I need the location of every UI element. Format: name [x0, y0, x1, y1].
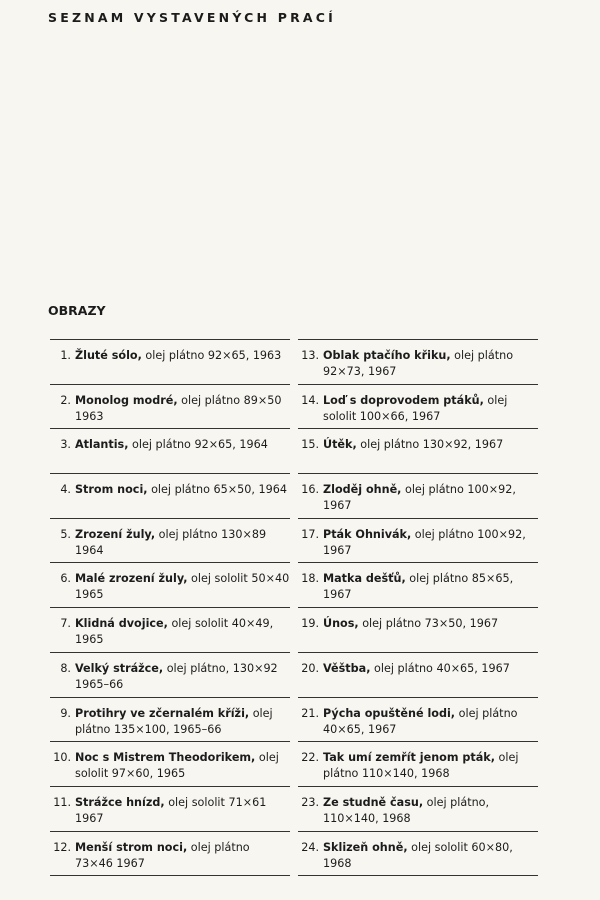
- item-number: 16.: [301, 483, 319, 497]
- work-title: Sklizeň ohně,: [323, 840, 408, 854]
- item-text: [75, 616, 290, 648]
- work-details: olej plátno 110×140, 1968: [323, 751, 519, 781]
- item-text: [323, 706, 538, 738]
- work-title: Únos,: [323, 617, 359, 631]
- work-title: Žluté sólo,: [75, 349, 142, 362]
- list-item: [50, 563, 290, 608]
- item-number: 9.: [60, 706, 71, 720]
- item-text: [75, 795, 290, 827]
- list-item: [298, 519, 538, 564]
- work-title: Pták Ohnivák,: [323, 527, 412, 541]
- list-item: [298, 653, 538, 698]
- list-item: [298, 698, 538, 743]
- work-title: Atlantis,: [75, 438, 129, 452]
- item-text: [323, 795, 538, 827]
- item-number: 23.: [301, 795, 319, 809]
- list-item: [50, 340, 290, 385]
- item-text: [75, 840, 290, 872]
- item-text: [323, 661, 538, 677]
- work-details: olej sololit 50×40 1965: [75, 572, 290, 602]
- work-details: olej sololit 60×80, 1968: [323, 840, 513, 870]
- item-number: 22.: [301, 751, 319, 765]
- section-heading: OBRAZY: [48, 303, 106, 318]
- item-text: [75, 571, 290, 603]
- list-item: [298, 832, 538, 877]
- item-text: [75, 661, 290, 693]
- page-title: SEZNAM VYSTAVENÝCH PRACÍ: [48, 10, 336, 25]
- work-title: Zloděj ohně,: [323, 483, 402, 497]
- item-text: [75, 706, 290, 738]
- work-details: olej sololit 97×60, 1965: [75, 751, 279, 781]
- list-item: [50, 608, 290, 653]
- work-title: Monolog modré,: [75, 393, 178, 407]
- list-item: [50, 832, 290, 877]
- work-title: Noc s Mistrem Theodorikem,: [75, 751, 256, 765]
- work-details: olej sololit 100×66, 1967: [323, 393, 508, 423]
- item-text: [323, 482, 538, 514]
- item-number: 4.: [60, 483, 71, 497]
- work-details: olej plátno 73×46 1967: [75, 840, 250, 870]
- work-details: olej plátno 100×92, 1967: [323, 527, 526, 557]
- list-item: [298, 429, 538, 474]
- work-details: olej plátno 65×50, 1964: [147, 483, 287, 497]
- works-list-right: [298, 339, 538, 876]
- list-item: [298, 787, 538, 832]
- work-title: Menší strom noci,: [75, 840, 188, 854]
- item-text: [323, 437, 538, 453]
- work-details: olej plátno 92×65, 1963: [141, 349, 282, 362]
- item-number: 20.: [301, 661, 319, 675]
- work-title: Útěk,: [323, 438, 357, 452]
- work-details: olej plátno 89×50 1963: [75, 393, 282, 423]
- item-number: 14.: [301, 393, 319, 407]
- item-number: 10.: [53, 751, 71, 765]
- list-item: [298, 474, 538, 519]
- work-title: Zrození žuly,: [75, 527, 156, 541]
- list-item: [50, 742, 290, 787]
- list-item: [50, 474, 290, 519]
- list-item: [298, 340, 538, 385]
- item-number: 18.: [301, 572, 319, 586]
- item-number: 12.: [53, 840, 71, 854]
- work-details: olej plátno 135×100, 1965–66: [75, 706, 273, 736]
- work-details: olej sololit 40×49, 1965: [75, 617, 274, 647]
- item-number: 5.: [60, 527, 71, 541]
- item-text: [323, 527, 538, 559]
- item-number: 8.: [60, 661, 71, 675]
- list-item: [50, 385, 290, 430]
- work-title: Oblak ptačího křiku,: [323, 349, 451, 362]
- work-title: Strom noci,: [75, 483, 148, 497]
- item-number: 24.: [301, 840, 319, 854]
- item-text: [75, 437, 290, 453]
- work-details: olej plátno 40×65, 1967: [323, 706, 518, 736]
- item-text: [323, 571, 538, 603]
- item-number: 1.: [60, 349, 71, 362]
- work-details: olej plátno 73×50, 1967: [358, 617, 499, 631]
- list-item: [50, 519, 290, 564]
- item-text: [75, 393, 290, 425]
- item-number: 21.: [301, 706, 319, 720]
- item-text: [323, 750, 538, 782]
- work-details: olej plátno 92×73, 1967: [323, 349, 514, 378]
- work-details: olej plátno 40×65, 1967: [370, 661, 510, 675]
- work-title: Pýcha opuštěné lodi,: [323, 706, 456, 720]
- item-text: [75, 750, 290, 782]
- work-details: olej plátno 100×92, 1967: [323, 483, 516, 513]
- item-number: 3.: [60, 438, 71, 452]
- work-title: Velký strážce,: [75, 661, 164, 675]
- list-item: [50, 787, 290, 832]
- work-title: Matka dešťů,: [323, 572, 406, 586]
- work-title: Tak umí zemřít jenom pták,: [323, 751, 495, 765]
- item-text: [75, 348, 290, 364]
- work-title: Loď s doprovodem ptáků,: [323, 393, 484, 407]
- work-title: Strážce hnízd,: [75, 795, 165, 809]
- list-item: [50, 653, 290, 698]
- item-text: [323, 348, 538, 380]
- list-item: [298, 742, 538, 787]
- item-text: [323, 393, 538, 425]
- work-details: olej plátno 92×65, 1964: [128, 438, 268, 452]
- item-number: 7.: [60, 617, 71, 631]
- work-details: olej sololit 71×61 1967: [75, 795, 267, 825]
- work-details: olej plátno 85×65, 1967: [323, 572, 514, 602]
- work-title: Věštba,: [323, 661, 371, 675]
- work-title: Protihry ve zčernalém kříži,: [75, 706, 250, 720]
- list-item: [298, 563, 538, 608]
- work-title: Malé zrození žuly,: [75, 572, 188, 586]
- item-text: [75, 527, 290, 559]
- work-details: olej plátno, 130×92 1965–66: [75, 661, 278, 691]
- work-details: olej plátno 130×92, 1967: [356, 438, 504, 452]
- work-details: olej plátno 130×89 1964: [75, 527, 267, 557]
- work-title: Ze studně času,: [323, 795, 424, 809]
- list-item: [298, 385, 538, 430]
- work-details: olej plátno, 110×140, 1968: [323, 795, 490, 825]
- item-number: 2.: [60, 393, 71, 407]
- work-title: Klidná dvojice,: [75, 617, 168, 631]
- item-text: [323, 616, 538, 632]
- item-text: [75, 482, 290, 498]
- item-text: [323, 840, 538, 872]
- item-number: 19.: [301, 617, 319, 631]
- list-item: [50, 698, 290, 743]
- item-number: 6.: [60, 572, 71, 586]
- item-number: 13.: [301, 349, 319, 362]
- list-item: [298, 608, 538, 653]
- item-number: 15.: [301, 438, 319, 452]
- list-item: [50, 429, 290, 474]
- item-number: 11.: [53, 795, 71, 809]
- works-list-left: [50, 339, 290, 876]
- item-number: 17.: [301, 527, 319, 541]
